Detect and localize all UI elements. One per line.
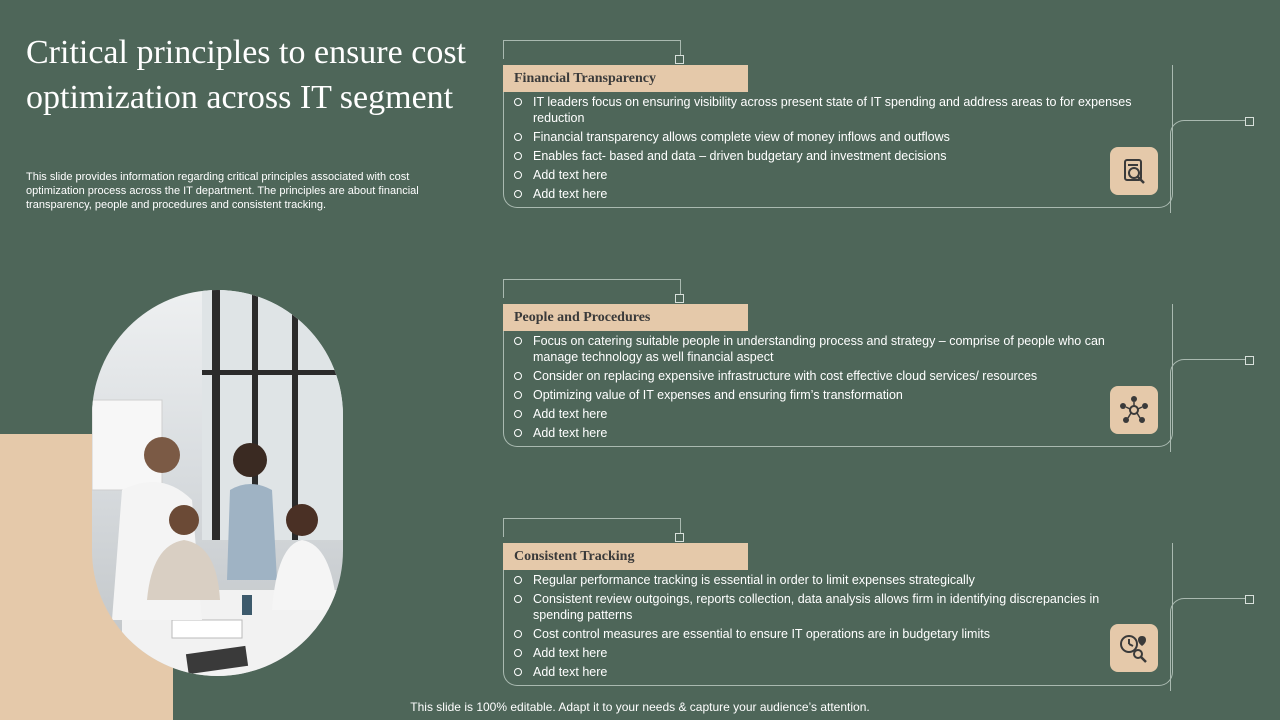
section-1-right-connector (1170, 120, 1251, 213)
section-3-end-node (1245, 595, 1254, 604)
slide-title: Critical principles to ensure cost optimization across IT segment (26, 34, 466, 116)
bullet-circle-icon (514, 337, 522, 345)
section-3-right-connector (1170, 598, 1251, 691)
bullet-circle-icon (514, 98, 522, 106)
section-3-tab-connector (503, 518, 681, 537)
tracking-icon (1110, 624, 1158, 672)
section-2-header: People and Procedures (503, 304, 748, 331)
list-item: Add text here (512, 645, 1140, 661)
list-item: Consider on replacing expensive infrastructure with cost effective cloud services/ resources (512, 368, 1140, 384)
list-item: Add text here (512, 167, 1140, 183)
list-item: Add text here (512, 664, 1140, 680)
section-1-tab-node (675, 55, 684, 64)
section-2-end-node (1245, 356, 1254, 365)
slide-subtitle: This slide provides information regarding critical principles associated with cost optimization process across the IT department. The principles are about financial transparency, people and procedures and consistent tracking. (26, 171, 419, 211)
section-2-right-connector (1170, 359, 1251, 452)
bullet-circle-icon (514, 133, 522, 141)
bullet-circle-icon (514, 630, 522, 638)
people-network-icon (1110, 386, 1158, 434)
bullet-circle-icon (514, 595, 522, 603)
list-item: Financial transparency allows complete view of money inflows and outflows (512, 129, 1140, 145)
list-item: Enables fact- based and data – driven budgetary and investment decisions (512, 148, 1140, 164)
bullet-circle-icon (514, 429, 522, 437)
section-2-tab-connector (503, 279, 681, 298)
list-item: Regular performance tracking is essential in order to limit expenses strategically (512, 572, 1140, 588)
section-3-tab-node (675, 533, 684, 542)
list-item: Optimizing value of IT expenses and ensuring firm’s transformation (512, 387, 1140, 403)
list-item: Focus on catering suitable people in understanding process and strategy – comprise of people who can manage technology as well financial aspect (512, 333, 1140, 365)
list-item: Cost control measures are essential to ensure IT operations are in budgetary limits (512, 626, 1140, 642)
section-2-tab-node (675, 294, 684, 303)
bullet-circle-icon (514, 410, 522, 418)
slide-footer: This slide is 100% editable. Adapt it to your needs & capture your audience’s attention. (410, 700, 870, 714)
list-item: IT leaders focus on ensuring visibility across present state of IT spending and address areas to for expenses reduction (512, 94, 1140, 126)
team-meeting-photo (92, 290, 343, 676)
section-3-header: Consistent Tracking (503, 543, 748, 570)
list-item: Add text here (512, 406, 1140, 422)
bullet-circle-icon (514, 152, 522, 160)
list-item: Add text here (512, 186, 1140, 202)
financial-report-icon (1110, 147, 1158, 195)
bullet-circle-icon (514, 649, 522, 657)
bullet-circle-icon (514, 372, 522, 380)
bullet-circle-icon (514, 171, 522, 179)
list-item: Add text here (512, 425, 1140, 441)
bullet-circle-icon (514, 391, 522, 399)
bullet-circle-icon (514, 668, 522, 676)
section-1-tab-connector (503, 40, 681, 59)
bullet-circle-icon (514, 190, 522, 198)
section-2-bullet-list (512, 333, 1140, 444)
section-1-end-node (1245, 117, 1254, 126)
list-item: Consistent review outgoings, reports collection, data analysis allows firm in identifying discrepancies in spending patterns (512, 591, 1140, 623)
team-meeting-illustration (92, 290, 343, 676)
section-1-header: Financial Transparency (503, 65, 748, 92)
section-1-bullet-list (512, 94, 1140, 205)
bullet-circle-icon (514, 576, 522, 584)
section-3-bullet-list (512, 572, 1140, 683)
